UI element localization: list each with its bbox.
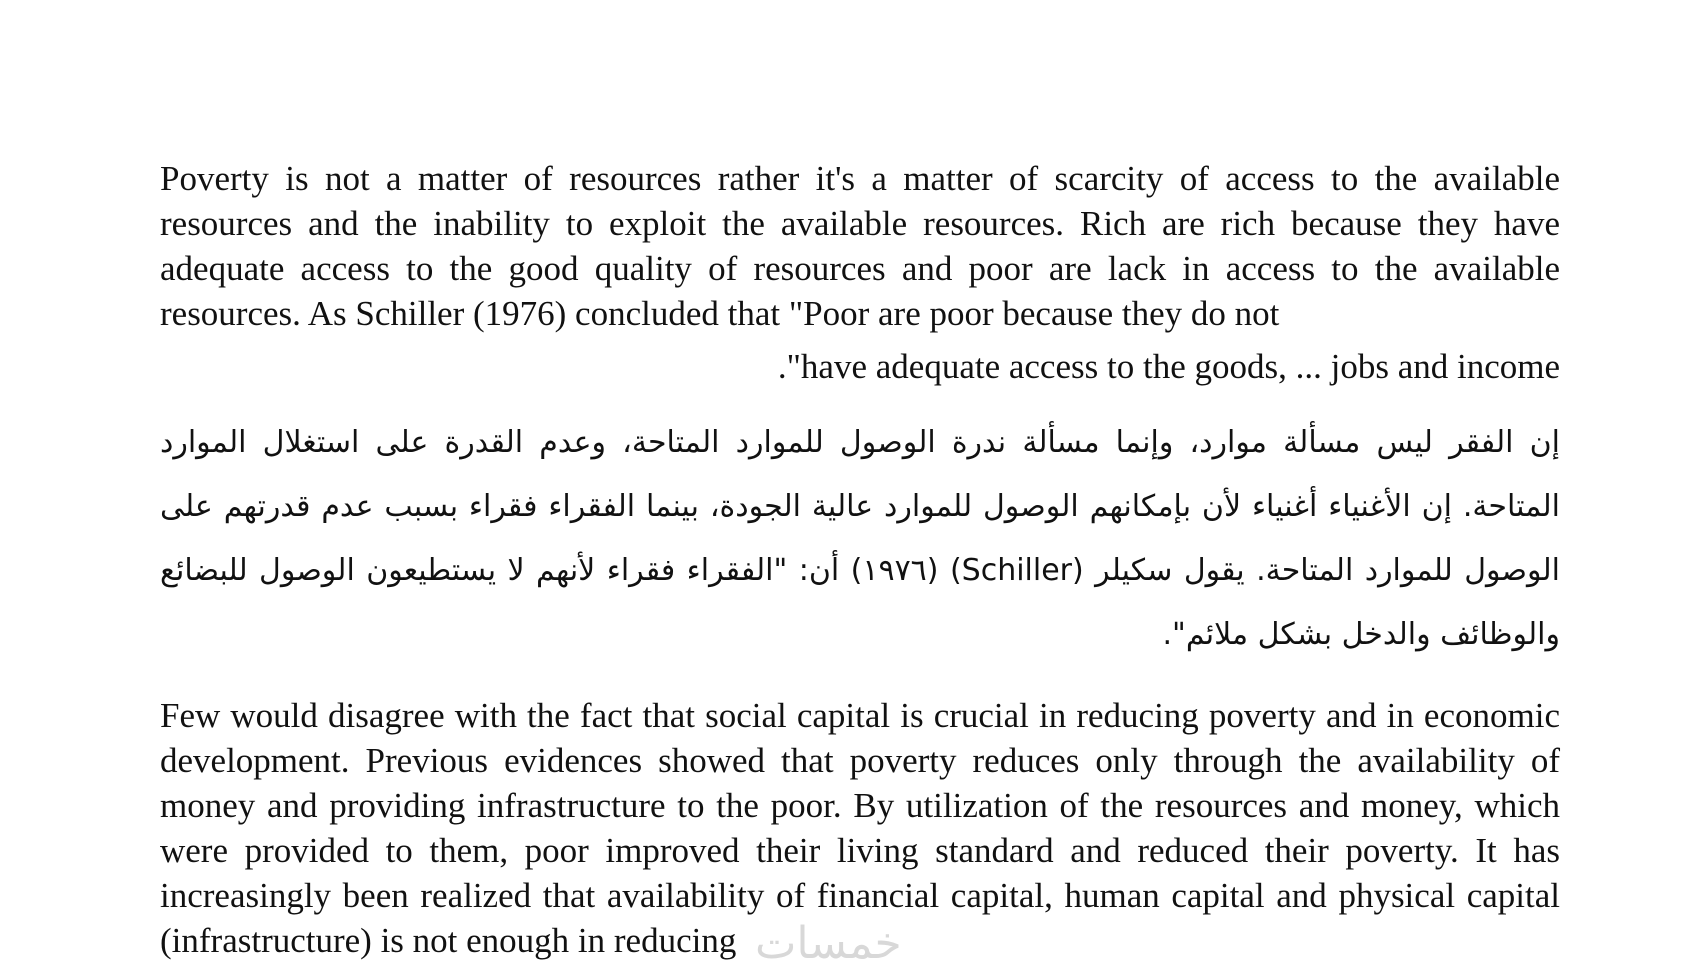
arabic-paragraph: إن الفقر ليس مسألة موارد، وإنما مسألة ندرة الوصول للموارد المتاحة، وعدم القدرة على استغلال الموارد المتاحة. إن الأغنياء أغنياء لأن بإمكانهم الوصول للموارد عالية الجودة، بينما الفقراء فقراء بسبب عدم قدرتهم على الوصول للموارد المتاحة. يقول سكيلر (Schiller) (١٩٧٦) أن: "الفقراء فقراء لأنهم لا يستطيعون الوصول للبضائع والوظائف والدخل بشكل ملائم". xyxy=(160,425,1560,652)
document-body xyxy=(160,156,1560,963)
watermark-logo: خمسات xyxy=(755,918,902,969)
english-paragraph-1: Poverty is not a matter of resources rather it's a matter of scarcity of access to the available resources and the inability to exploit the available resources. Rich are rich because they have adequate access to the good quality of resources and poor are lack in access to the available resources. As Schiller (1976) concluded that "Poor are poor because they do not xyxy=(160,159,1560,333)
english-paragraph-2: Few would disagree with the fact that social capital is crucial in reducing poverty and in economic development. Previous evidences showed that poverty reduces only through the availability of money and providing infrastructure to the poor. By utilization of the resources and money, which were provided to them, poor improved their living standard and reduced their poverty. It has increasingly been realized that availability of financial capital, human capital and physical capital (infrastructure) is not enough in reducing xyxy=(160,696,1560,960)
english-paragraph-1-last-line: ."have adequate access to the goods, ... jobs and income xyxy=(777,347,1560,386)
